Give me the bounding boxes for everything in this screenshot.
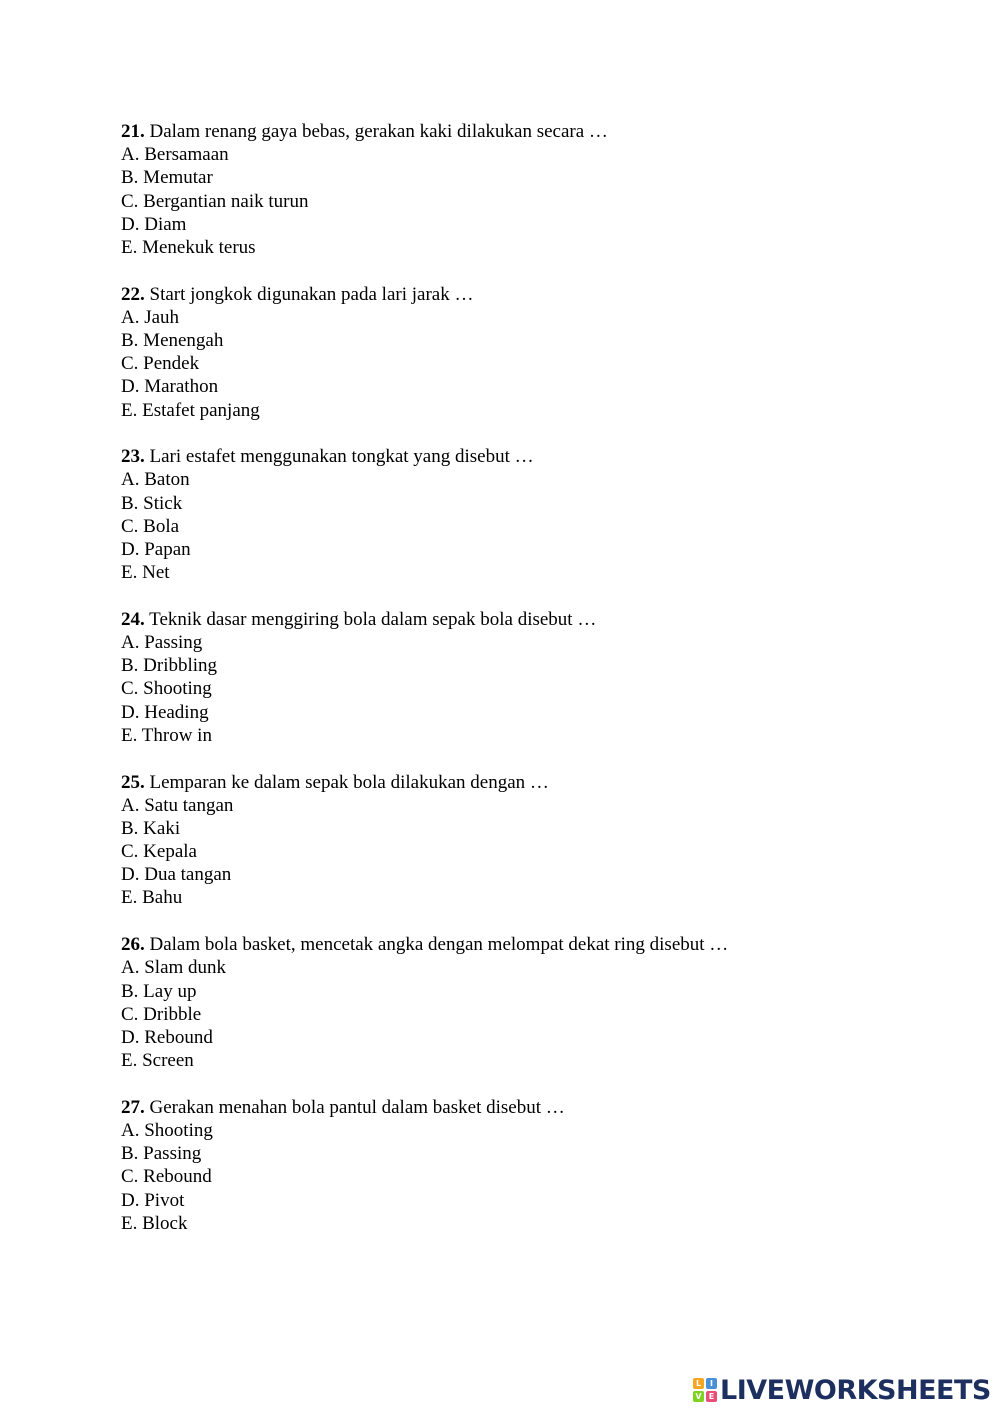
answer-option: E. Screen [121, 1050, 194, 1072]
answer-option: D. Marathon [121, 376, 219, 398]
answer-option: A. Baton [121, 469, 190, 491]
question-27 [121, 1096, 901, 1235]
question-prompt: Gerakan menahan bola pantul dalam basket disebut … [149, 1096, 565, 1118]
question-25 [121, 771, 901, 910]
answer-option: B. Kaki [121, 817, 181, 839]
answer-option: D. Dua tangan [121, 864, 232, 886]
answer-option: A. Slam dunk [121, 957, 227, 979]
question-number: 24. [121, 608, 145, 630]
answer-option: C. Bola [121, 515, 180, 537]
answer-option: B. Stick [121, 492, 183, 514]
question-21 [121, 120, 901, 259]
answer-option: A. Satu tangan [121, 794, 234, 816]
question-number: 21. [121, 121, 145, 142]
logo-cell: I [706, 1378, 717, 1389]
question-text [121, 283, 901, 306]
answer-option: A. Bersamaan [121, 144, 229, 166]
answer-option: B. Lay up [121, 980, 197, 1002]
answer-option: C. Pendek [121, 353, 200, 375]
logo-cell: E [706, 1391, 717, 1402]
question-24 [121, 608, 901, 747]
question-prompt: Dalam bola basket, mencetak angka dengan melompat dekat ring disebut … [149, 934, 729, 956]
answer-option: A. Passing [121, 632, 203, 654]
answer-option: E. Bahu [121, 887, 183, 909]
answer-option: C. Bergantian naik turun [121, 190, 309, 212]
brand-name: LIVEWORKSHEETS [720, 1374, 991, 1406]
question-text [121, 608, 901, 631]
answer-option: D. Diam [121, 213, 187, 235]
question-prompt: Teknik dasar menggiring bola dalam sepak bola disebut … [149, 608, 597, 630]
question-text [121, 1096, 901, 1119]
question-number: 26. [121, 934, 145, 956]
question-number: 22. [121, 283, 145, 305]
answer-option: B. Passing [121, 1143, 202, 1165]
question-text [121, 933, 901, 956]
liveworksheets-logo-icon [693, 1378, 717, 1402]
answer-option: C. Kepala [121, 841, 197, 863]
question-prompt: Dalam renang gaya bebas, gerakan kaki dilakukan secara … [149, 121, 608, 142]
question-number: 25. [121, 771, 145, 793]
answer-option: C. Shooting [121, 678, 212, 700]
answer-option: A. Shooting [121, 1119, 213, 1141]
answer-option: D. Papan [121, 539, 191, 560]
question-prompt: Lemparan ke dalam sepak bola dilakukan dengan … [149, 771, 549, 793]
question-text [121, 771, 901, 794]
question-number: 23. [121, 446, 145, 468]
answer-option: C. Rebound [121, 1166, 212, 1188]
answer-option: E. Menekuk terus [121, 236, 256, 258]
answer-option: E. Net [121, 562, 170, 584]
question-prompt: Start jongkok digunakan pada lari jarak … [149, 283, 474, 305]
question-prompt: Lari estafet menggunakan tongkat yang disebut … [149, 446, 534, 468]
question-23 [121, 445, 901, 584]
answer-option: D. Pivot [121, 1189, 185, 1211]
logo-cell: L [693, 1378, 704, 1389]
question-26 [121, 933, 901, 1072]
logo-cell: V [693, 1391, 704, 1402]
answer-option: E. Block [121, 1212, 188, 1234]
liveworksheets-logo [693, 1374, 991, 1406]
answer-option: D. Heading [121, 701, 209, 723]
answer-option: B. Dribbling [121, 655, 218, 677]
answer-option: E. Estafet panjang [121, 399, 260, 421]
question-number: 27. [121, 1096, 145, 1118]
answer-option: C. Dribble [121, 1003, 202, 1025]
question-22 [121, 283, 901, 422]
answer-option: E. Throw in [121, 724, 212, 746]
answer-option: D. Rebound [121, 1026, 213, 1048]
question-text [121, 120, 901, 143]
answer-option: B. Memutar [121, 167, 213, 189]
question-text [121, 445, 901, 468]
answer-option: B. Menengah [121, 330, 224, 351]
worksheet [121, 120, 901, 1258]
answer-option: A. Jauh [121, 306, 180, 328]
